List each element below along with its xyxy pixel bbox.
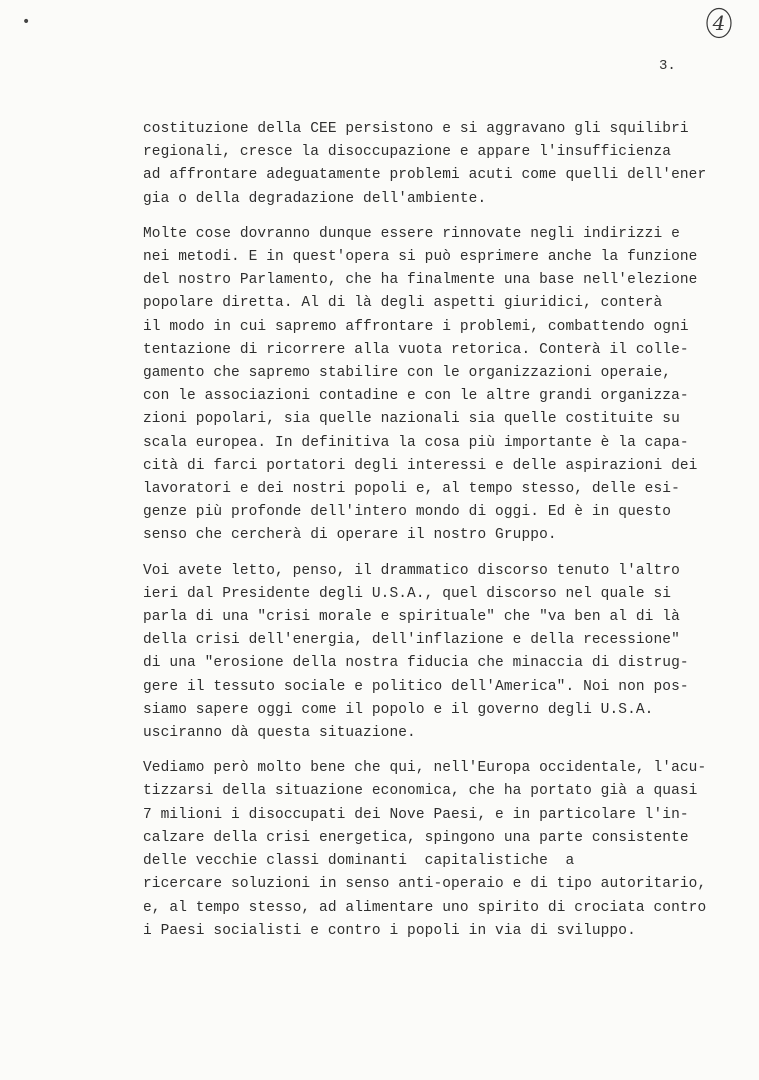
paragraph-1: costituzione della CEE persistono e si aggravano gli squilibri regionali, cresce la disoccupazione e appare l'insufficienza ad affrontare adeguatamente problemi acuti come quelli dell'ener gia o della degradazione dell'ambiente. bbox=[143, 121, 707, 207]
page-number: 3. bbox=[659, 58, 676, 74]
body-text bbox=[143, 118, 743, 943]
paragraph-4: Vediamo però molto bene che qui, nell'Europa occidentale, l'acu- tizzarsi della situazione economica, che ha portato già a quasi 7 milioni i disoccupati dei Nove Paesi, e in particolare l'in- calzare della crisi energetica, spingono una parte consistente delle vecchie classi dominanti capitalistiche a ricercare soluzioni in senso anti-operaio e di tipo autoritario, e, al tempo stesso, ad alimentare uno spirito di crociata contro i Paesi socialisti e contro i popoli in via di sviluppo. bbox=[143, 760, 707, 939]
archive-number-stamp bbox=[704, 6, 734, 40]
paragraph-2: Molte cose dovranno dunque essere rinnovate negli indirizzi e nei metodi. E in quest'opera si può esprimere anche la funzione del nostro Parlamento, che ha finalmente una base nell'elezione popolare diretta. Al di là degli aspetti giuridici, conterà il modo in cui sapremo affrontare i problemi, combattendo ogni tentazione di ricorrere alla vuota retorica. Conterà il colle- gamento che sapremo stabilire con le organizzazioni operaie, con le associazioni contadine e con le altre grandi organizza- zioni popolari, sia quelle nazionali sia quelle costituite su scala europea. In definitiva la cosa più importante è la capa- cità di farci portatori degli interessi e delle aspirazioni dei lavoratori e dei nostri popoli e, al tempo stesso, delle esi- genze più profonde dell'intero mondo di oggi. Ed è in questo senso che cercherà di operare il nostro Gruppo. bbox=[143, 225, 698, 544]
paragraph-3: Voi avete letto, penso, il drammatico discorso tenuto l'altro ieri dal Presidente degli U.S.A., quel discorso nel quale si parla di una "crisi morale e spirituale" che "va ben al di là della crisi dell'energia, dell'inflazione e della recessione" di una "erosione della nostra fiducia che minaccia di distrug- gere il tessuto sociale e politico dell'America". Noi non pos- siamo sapere oggi come il popolo e il governo degli U.S.A. usciranno dà questa situazione. bbox=[143, 562, 689, 742]
corner-mark: • bbox=[22, 14, 31, 30]
archive-number: 4 bbox=[712, 11, 726, 35]
